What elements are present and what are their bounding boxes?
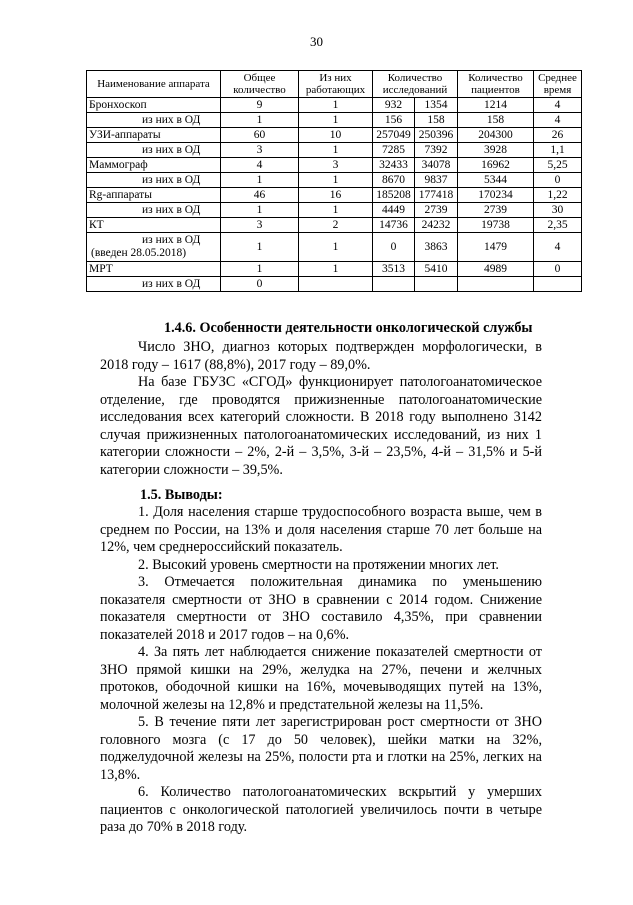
cell-total: 3 <box>221 143 299 158</box>
cell-research-2018: 3863 <box>415 233 458 262</box>
cell-avg-time: 30 <box>534 203 582 218</box>
cell-research-2018: 34078 <box>415 158 458 173</box>
cell-research-2017: 3513 <box>373 262 415 277</box>
cell-avg-time: 4 <box>534 98 582 113</box>
cell-working: 2 <box>299 218 373 233</box>
table-row <box>87 233 582 262</box>
cell-device-name: Маммограф <box>87 158 221 173</box>
cell-patients: 16962 <box>458 158 534 173</box>
conclusion-item: 4. За пять лет наблюдается снижение показателей смертности от ЗНО прямой кишки на 29%, желудка на 27%, печени и желчных протоков, ободочной кишки на 16%, мочевыводящих путей на 13%, молочной железы на 12,8% и предстательной железы на 11,5%. <box>100 644 542 713</box>
table-row <box>87 173 582 188</box>
table-row <box>87 98 582 113</box>
cell-research-2017: 257049 <box>373 128 415 143</box>
cell-total: 1 <box>221 173 299 188</box>
cell-avg-time <box>534 277 582 292</box>
paragraph: Число ЗНО, диагноз которых подтвержден морфологически, в 2018 году – 1617 (88,8%), 2017 году – 89,0%. <box>100 339 542 373</box>
cell-patients: 170234 <box>458 188 534 203</box>
cell-device-name: МРТ <box>87 262 221 277</box>
section-heading-oncology-service: 1.4.6. Особенности деятельности онкологической службы <box>164 320 533 336</box>
table-row <box>87 143 582 158</box>
header-patient-count: Количество пациентов <box>458 71 534 98</box>
cell-research-2017 <box>373 277 415 292</box>
cell-patients: 158 <box>458 113 534 128</box>
header-average-time: Среднее время <box>534 71 582 98</box>
header-working-count: Из них работающих <box>299 71 373 98</box>
conclusion-item: 3. Отмечается положительная динамика по уменьшению показателя смертности от ЗНО в сравнении с 2014 годом. Снижение показателя смертности от ЗНО составило 4,35%, при сравнении показателей 2018 и 2017 годов – на 0,6%. <box>100 574 542 643</box>
cell-total: 1 <box>221 233 299 262</box>
cell-working: 10 <box>299 128 373 143</box>
cell-working: 1 <box>299 143 373 158</box>
cell-patients: 3928 <box>458 143 534 158</box>
table-row <box>87 262 582 277</box>
cell-research-2018: 7392 <box>415 143 458 158</box>
cell-avg-time: 26 <box>534 128 582 143</box>
cell-research-2018: 5410 <box>415 262 458 277</box>
cell-research-2018: 158 <box>415 113 458 128</box>
cell-working: 1 <box>299 113 373 128</box>
cell-patients <box>458 277 534 292</box>
conclusion-item: 6. Количество патологоанатомических вскрытий у умерших пациентов с онкологической патологией увеличилось почти в четыре раза до 70% в 2018 году. <box>100 784 542 835</box>
cell-avg-time: 4 <box>534 113 582 128</box>
cell-research-2017: 4449 <box>373 203 415 218</box>
header-total-count: Общее количество <box>221 71 299 98</box>
cell-avg-time: 5,25 <box>534 158 582 173</box>
cell-patients: 19738 <box>458 218 534 233</box>
page-number: 30 <box>310 34 323 49</box>
cell-research-2018: 9837 <box>415 173 458 188</box>
cell-device-name: УЗИ-аппараты <box>87 128 221 143</box>
cell-working: 1 <box>299 203 373 218</box>
cell-research-2018: 177418 <box>415 188 458 203</box>
table-row <box>87 218 582 233</box>
cell-research-2017: 8670 <box>373 173 415 188</box>
conclusion-item: 5. В течение пяти лет зарегистрирован рост смертности от ЗНО головного мозга (с 17 до 50 человек), шейки матки на 32%, поджелудочной железы на 25%, полости рта и глотки на 25%, легких на 13,8%. <box>100 714 542 783</box>
cell-working <box>299 277 373 292</box>
conclusion-item: 2. Высокий уровень смертности на протяжении многих лет. <box>138 556 499 573</box>
header-research-count: Количество исследований <box>373 71 458 98</box>
cell-patients: 1214 <box>458 98 534 113</box>
cell-research-2017: 0 <box>373 233 415 262</box>
cell-working: 16 <box>299 188 373 203</box>
cell-total: 4 <box>221 158 299 173</box>
header-device-name: Наименование аппарата <box>87 71 221 98</box>
cell-working: 1 <box>299 233 373 262</box>
cell-research-2017: 14736 <box>373 218 415 233</box>
cell-research-2018: 24232 <box>415 218 458 233</box>
cell-patients: 5344 <box>458 173 534 188</box>
cell-working: 3 <box>299 158 373 173</box>
cell-research-2018: 250396 <box>415 128 458 143</box>
cell-total: 0 <box>221 277 299 292</box>
table-row <box>87 158 582 173</box>
cell-research-2017: 32433 <box>373 158 415 173</box>
conclusion-item: 1. Доля населения старше трудоспособного возраста выше, чем в среднем по России, на 13% и доля населения старше 70 лет больше на 12%, чем среднероссийский показатель. <box>100 504 542 555</box>
table-row <box>87 277 582 292</box>
cell-device-name: КТ <box>87 218 221 233</box>
cell-total: 3 <box>221 218 299 233</box>
cell-total: 1 <box>221 113 299 128</box>
cell-avg-time: 1,22 <box>534 188 582 203</box>
cell-total: 1 <box>221 262 299 277</box>
cell-total: 9 <box>221 98 299 113</box>
cell-research-2017: 156 <box>373 113 415 128</box>
table-row <box>87 113 582 128</box>
cell-device-name: Бронхоскоп <box>87 98 221 113</box>
section-oncology-body <box>100 339 542 479</box>
cell-patients: 2739 <box>458 203 534 218</box>
table-row <box>87 203 582 218</box>
table-header-row <box>87 71 582 98</box>
section-heading-conclusions: 1.5. Выводы: <box>140 487 223 503</box>
conclusions-list <box>100 504 542 837</box>
equipment-table <box>86 70 582 292</box>
table-row <box>87 128 582 143</box>
cell-research-2018: 2739 <box>415 203 458 218</box>
cell-device-name: из них в ОД <box>87 113 221 128</box>
cell-research-2017: 185208 <box>373 188 415 203</box>
cell-device-name <box>87 233 221 262</box>
cell-device-name: из них в ОД <box>87 173 221 188</box>
cell-avg-time: 2,35 <box>534 218 582 233</box>
cell-device-name: Rg-аппараты <box>87 188 221 203</box>
cell-device-name: из них в ОД <box>87 277 221 292</box>
cell-working: 1 <box>299 262 373 277</box>
cell-total: 1 <box>221 203 299 218</box>
cell-avg-time: 0 <box>534 173 582 188</box>
cell-device-name: из них в ОД <box>87 203 221 218</box>
table-row <box>87 188 582 203</box>
cell-working: 1 <box>299 173 373 188</box>
cell-patients: 4989 <box>458 262 534 277</box>
cell-avg-time: 0 <box>534 262 582 277</box>
cell-device-name-line: из них в ОД <box>142 234 201 246</box>
cell-device-name-note: (введен 28.05.2018) <box>91 247 187 259</box>
cell-patients: 1479 <box>458 233 534 262</box>
cell-avg-time: 4 <box>534 233 582 262</box>
cell-research-2017: 932 <box>373 98 415 113</box>
cell-patients: 204300 <box>458 128 534 143</box>
cell-total: 46 <box>221 188 299 203</box>
cell-research-2018 <box>415 277 458 292</box>
cell-total: 60 <box>221 128 299 143</box>
cell-research-2017: 7285 <box>373 143 415 158</box>
cell-device-name: из них в ОД <box>87 143 221 158</box>
cell-working: 1 <box>299 98 373 113</box>
paragraph: На базе ГБУЗС «СГОД» функционирует патологоанатомическое отделение, где проводятся прижизненные патологоанатомические исследования всех категорий сложности. В 2018 году выполнено 3142 случая прижизненных патологоанатомических исследований, из них 1 категории сложности – 2%, 2-й – 3,5%, 3-й – 23,5%, 4-й – 31,5% и 5-й категории сложности – 39,5%. <box>100 374 542 478</box>
cell-avg-time: 1,1 <box>534 143 582 158</box>
cell-research-2018: 1354 <box>415 98 458 113</box>
